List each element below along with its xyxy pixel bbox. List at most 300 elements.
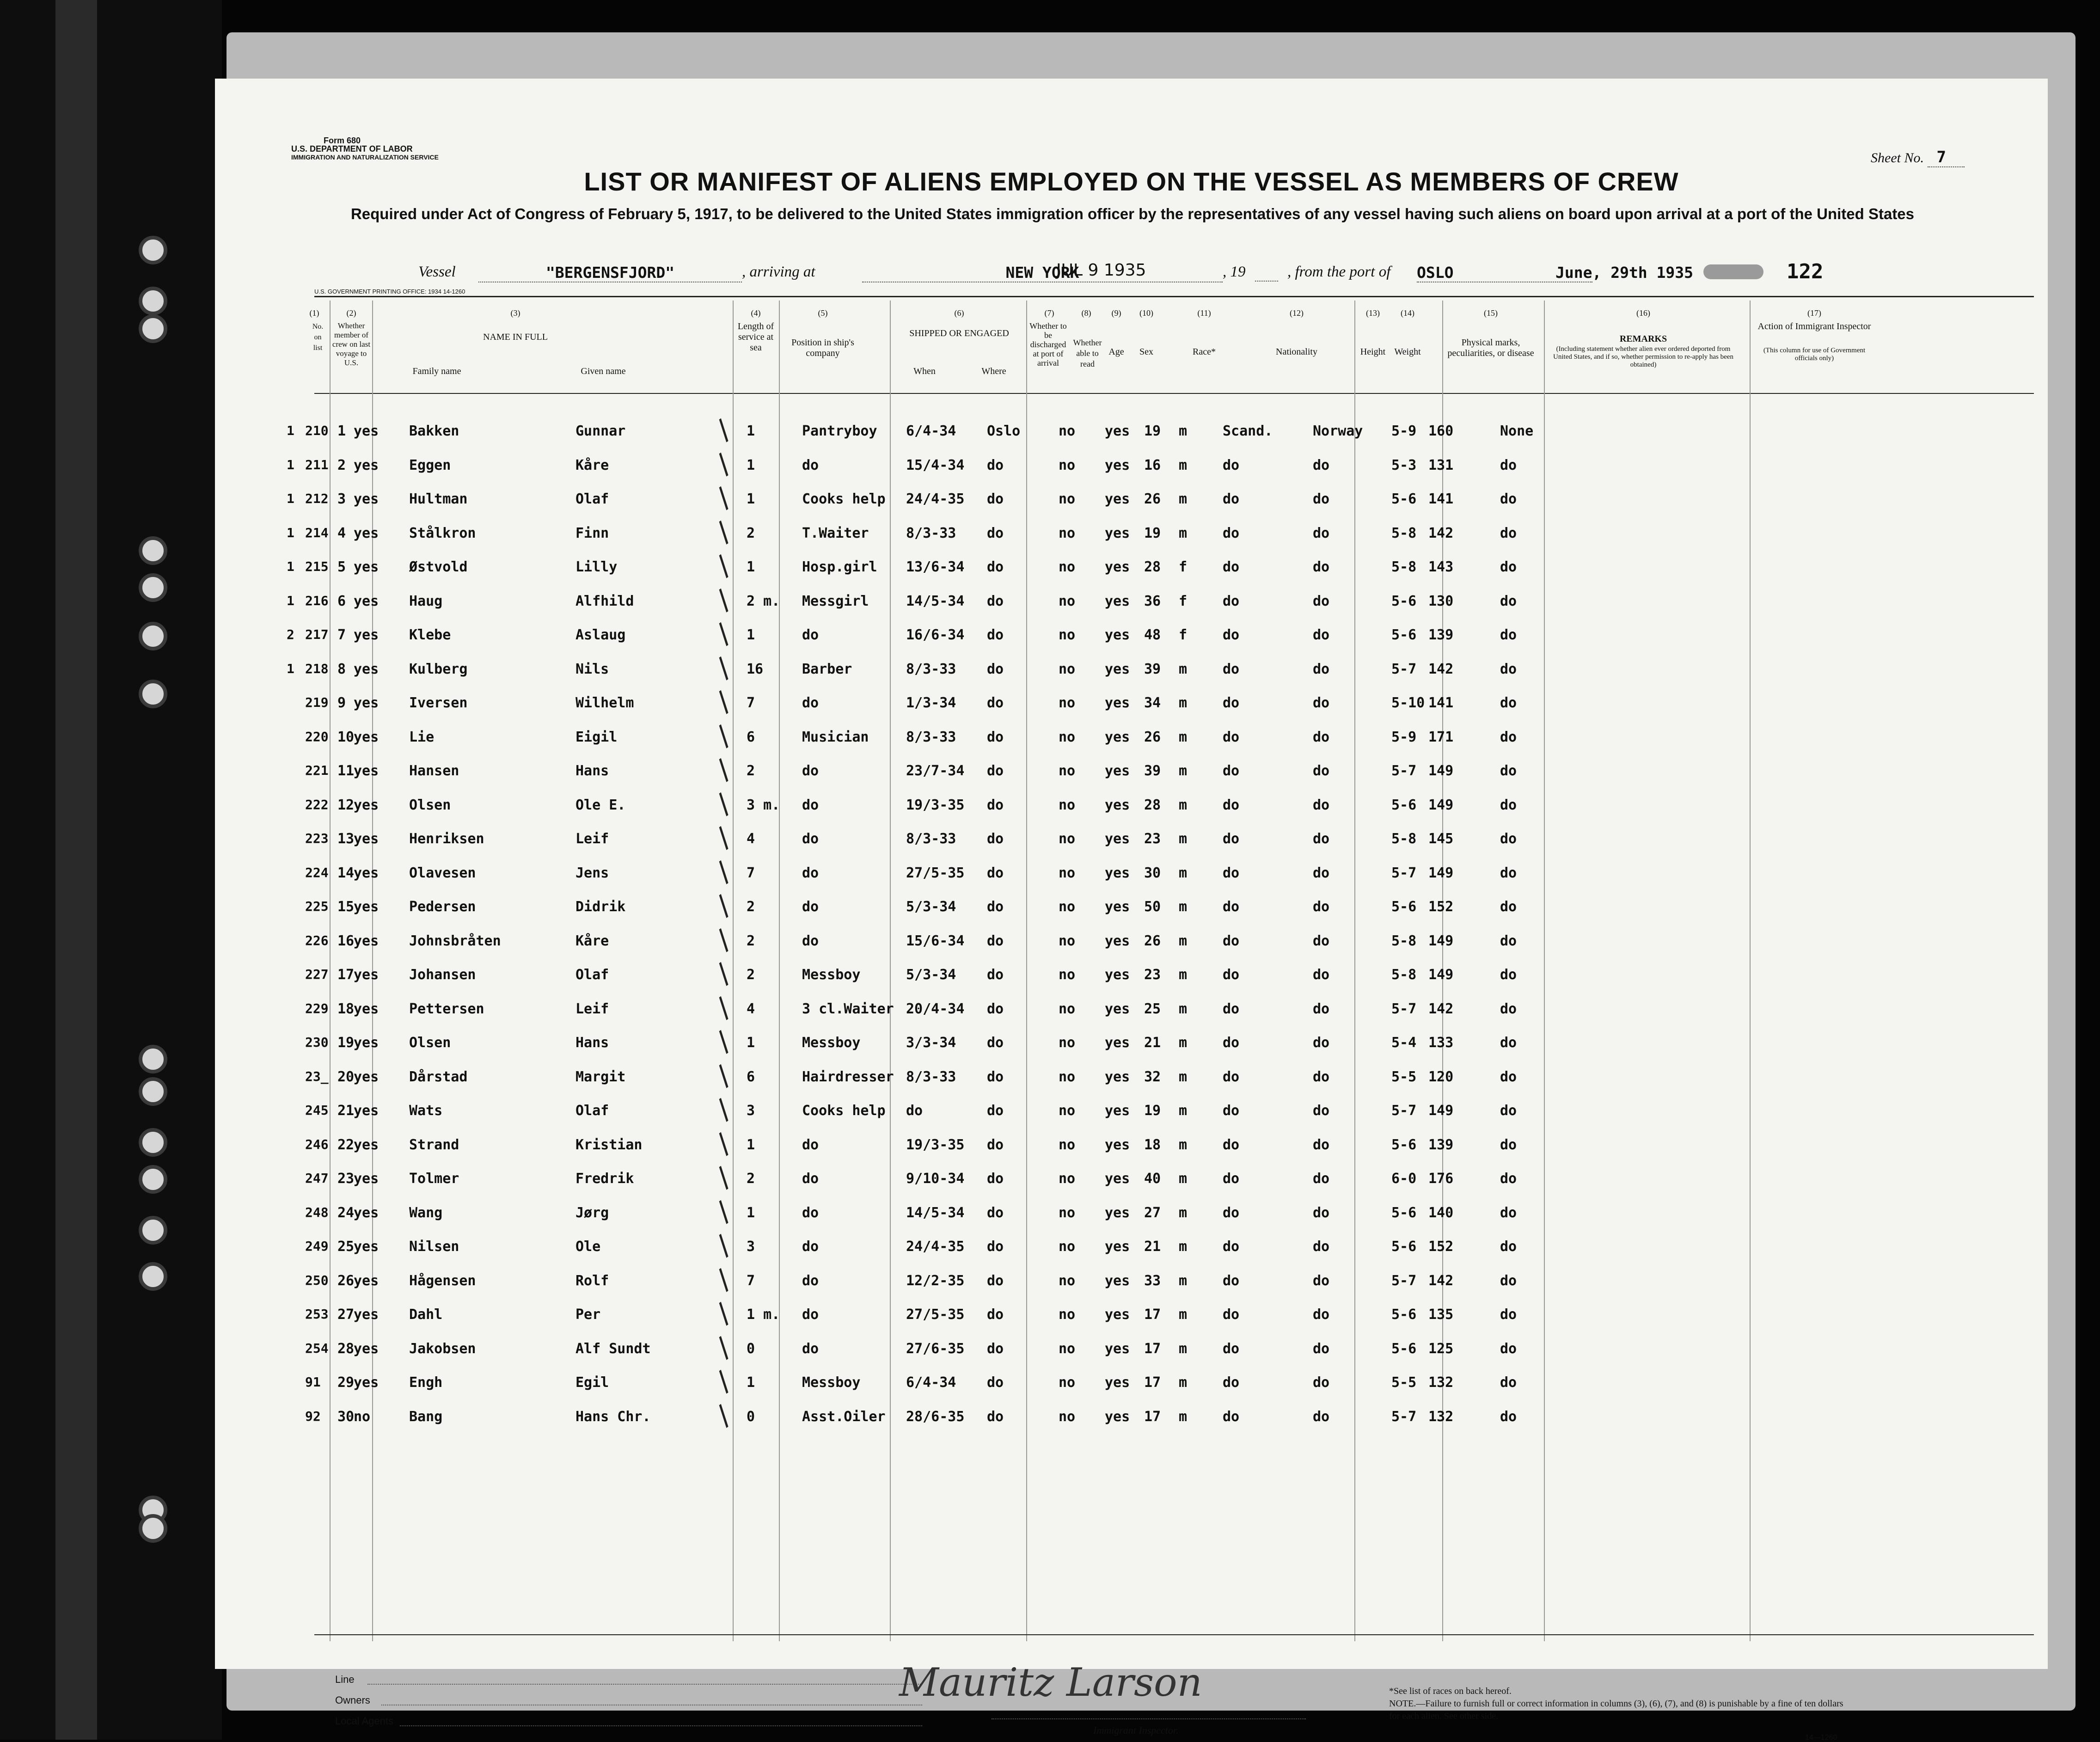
line-number: 17 <box>337 967 355 983</box>
sex-cell: f <box>1179 593 1188 609</box>
nationality-cell: do <box>1313 1171 1330 1187</box>
age-cell: 30 <box>1144 865 1161 881</box>
age-cell: 48 <box>1144 627 1161 643</box>
service-length-cell: 2 <box>747 763 755 779</box>
race-cell: do <box>1223 729 1240 745</box>
age-cell: 17 <box>1144 1340 1161 1357</box>
table-row <box>215 1297 2048 1330</box>
table-row <box>215 448 2048 480</box>
shipped-where-cell: Oslo <box>987 423 1021 439</box>
family-name-cell: Haug <box>409 593 443 609</box>
weight-cell: 142 <box>1428 1272 1454 1289</box>
checkmark-stroke: / <box>710 992 737 1024</box>
shipped-when-cell: 15/4-34 <box>906 457 965 473</box>
position-cell: do <box>802 831 819 847</box>
able-to-read-cell: yes <box>1105 1171 1130 1187</box>
nationality-cell: do <box>1313 1204 1330 1221</box>
age-cell: 26 <box>1144 729 1161 745</box>
shipped-when-cell: 8/3-33 <box>906 1068 956 1085</box>
weight-cell: 160 <box>1428 423 1454 439</box>
shipped-when-cell: 5/3-34 <box>906 967 956 983</box>
height-cell: 5-6 <box>1391 797 1417 813</box>
table-row <box>215 516 2048 548</box>
nationality-cell: do <box>1313 491 1330 507</box>
given-name-cell: Fredrik <box>576 1171 634 1187</box>
checkmark-stroke: / <box>710 1128 737 1159</box>
position-cell: do <box>802 1340 819 1357</box>
serial-number: 223 <box>305 831 329 846</box>
given-name-cell: Wilhelm <box>576 695 634 711</box>
checkmark-stroke: / <box>710 414 737 446</box>
col-header-1: No. on list <box>312 323 324 352</box>
given-name-cell: Ole <box>576 1239 601 1255</box>
weight-cell: 149 <box>1428 763 1454 779</box>
when-subheader: When <box>913 366 936 376</box>
physical-marks-cell: do <box>1500 1306 1517 1323</box>
line-number: 27 <box>337 1306 355 1323</box>
able-to-read-cell: yes <box>1105 525 1130 541</box>
able-to-read-cell: yes <box>1105 695 1130 711</box>
sex-cell: f <box>1179 559 1188 575</box>
checkmark-stroke: / <box>710 924 737 956</box>
shipped-when-cell: 27/5-35 <box>906 1306 965 1323</box>
line-number: 20 <box>337 1068 355 1085</box>
margin-mark: 1 <box>287 661 294 676</box>
age-cell: 28 <box>1144 797 1161 813</box>
sex-cell: m <box>1179 1239 1188 1255</box>
discharged-cell: no <box>1059 1136 1076 1153</box>
position-cell: do <box>802 1306 819 1323</box>
height-cell: 5-6 <box>1391 1340 1417 1357</box>
height-cell: 5-6 <box>1391 899 1417 915</box>
position-cell: Cooks help <box>802 491 886 507</box>
shipped-where-cell: do <box>987 1068 1004 1085</box>
sex-cell: m <box>1179 525 1188 541</box>
signature-line <box>992 1717 1306 1719</box>
table-row <box>215 1264 2048 1295</box>
weight-cell: 132 <box>1428 1408 1454 1425</box>
nationality-cell: do <box>1313 967 1330 983</box>
discharged-cell: no <box>1059 593 1076 609</box>
table-row <box>215 652 2048 684</box>
binder-ring-hole <box>139 680 167 708</box>
shipped-where-cell: do <box>987 627 1004 643</box>
col-header-15: Physical marks, peculiarities, or disease <box>1447 337 1534 358</box>
weight-cell: 132 <box>1428 1374 1454 1391</box>
age-cell: 18 <box>1144 1136 1161 1153</box>
margin-mark: 1 <box>287 559 294 574</box>
discharged-cell: no <box>1059 1239 1076 1255</box>
able-to-read-cell: yes <box>1105 1408 1130 1425</box>
shipped-when-cell: 19/3-35 <box>906 1136 965 1153</box>
weight-cell: 145 <box>1428 831 1454 847</box>
serial-number: 211 <box>305 457 329 472</box>
age-cell: 50 <box>1144 899 1161 915</box>
table-row <box>215 550 2048 582</box>
physical-marks-cell: do <box>1500 1068 1517 1085</box>
nationality-cell: do <box>1313 1306 1330 1323</box>
physical-marks-cell: do <box>1500 932 1517 949</box>
able-to-read-cell: yes <box>1105 1068 1130 1085</box>
physical-marks-cell: do <box>1500 695 1517 711</box>
position-cell: do <box>802 457 819 473</box>
line-number: 13 <box>337 831 355 847</box>
serial-number: 215 <box>305 559 329 574</box>
checkmark-stroke: / <box>710 584 737 616</box>
agents-blank <box>400 1724 922 1726</box>
nationality-cell: do <box>1313 1239 1330 1255</box>
last-voyage-cell: yes <box>354 1272 379 1289</box>
able-to-read-cell: yes <box>1105 932 1130 949</box>
penalty-note: NOTE.—Failure to furnish full or correct information in columns (3), (6), (7), and (8) is punishable by a fine of ten dollars for each alien. See other side. <box>1389 1699 1843 1721</box>
col-header-11: Race* <box>1193 347 1216 357</box>
weight-cell: 141 <box>1428 491 1454 507</box>
sex-cell: m <box>1179 1136 1188 1153</box>
weight-cell: 139 <box>1428 1136 1454 1153</box>
shipped-when-cell: 27/6-35 <box>906 1340 965 1357</box>
height-cell: 5-7 <box>1391 763 1417 779</box>
nationality-cell: do <box>1313 729 1330 745</box>
last-voyage-cell: yes <box>354 661 379 677</box>
sheet-number: 7 <box>1928 148 1965 167</box>
from-port: OSLO <box>1417 264 1592 282</box>
shipped-where-cell: do <box>987 525 1004 541</box>
family-name-cell: Hågensen <box>409 1272 476 1289</box>
height-cell: 5-8 <box>1391 932 1417 949</box>
line-number: 4 <box>337 525 346 541</box>
checkmark-stroke: / <box>710 1399 737 1431</box>
table-row <box>215 414 2048 446</box>
physical-marks-cell: do <box>1500 559 1517 575</box>
service-length-cell: 7 <box>747 865 755 881</box>
checkmark-stroke: / <box>710 1331 737 1363</box>
last-voyage-cell: yes <box>354 627 379 643</box>
family-name-cell: Jakobsen <box>409 1340 476 1357</box>
height-cell: 5-7 <box>1391 1408 1417 1425</box>
service-length-cell: 16 <box>747 661 764 677</box>
vessel-label: Vessel <box>418 264 456 280</box>
col-header-13: Height <box>1360 347 1386 357</box>
family-name-cell: Pettersen <box>409 1000 484 1017</box>
able-to-read-cell: yes <box>1105 627 1130 643</box>
line-number: 21 <box>337 1103 355 1119</box>
margin-mark: 1 <box>287 525 294 540</box>
arriving-port: NEW YORK <box>862 264 1223 282</box>
binder-ring-hole <box>139 622 167 650</box>
family-name-cell: Henriksen <box>409 831 484 847</box>
given-name-cell: Per <box>576 1306 601 1323</box>
nationality-cell: do <box>1313 661 1330 677</box>
last-voyage-cell: yes <box>354 932 379 949</box>
nationality-cell: do <box>1313 899 1330 915</box>
races-note: *See list of races on back hereof. <box>1389 1686 1512 1696</box>
checkmark-stroke: / <box>710 482 737 514</box>
remarks-subheader: (Including statement whether alien ever ordered deported from United States, and if so, whether permission to re-apply has been obtained) <box>1553 345 1733 368</box>
race-cell: do <box>1223 1340 1240 1357</box>
table-row <box>215 1128 2048 1159</box>
given-name-cell: Kristian <box>576 1136 643 1153</box>
line-number: 11 <box>337 763 355 779</box>
sheet-number-field <box>1871 148 1965 166</box>
last-voyage-cell: yes <box>354 1035 379 1051</box>
position-cell: do <box>802 932 819 949</box>
sex-cell: m <box>1179 1035 1188 1051</box>
age-cell: 17 <box>1144 1374 1161 1391</box>
age-cell: 36 <box>1144 593 1161 609</box>
checkmark-stroke: / <box>710 1196 737 1227</box>
last-voyage-cell: yes <box>354 491 379 507</box>
binder-ring-hole <box>139 1045 167 1073</box>
colnum-7: (7) <box>1044 308 1054 318</box>
family-name-cell: Hansen <box>409 763 459 779</box>
discharged-cell: no <box>1059 1103 1076 1119</box>
table-row <box>215 584 2048 616</box>
service-length-cell: 3 m. <box>747 797 780 813</box>
nationality-cell: do <box>1313 1103 1330 1119</box>
discharged-cell: no <box>1059 1000 1076 1017</box>
sex-cell: m <box>1179 831 1188 847</box>
able-to-read-cell: yes <box>1105 1374 1130 1391</box>
family-name-cell: Østvold <box>409 559 468 575</box>
shipped-when-cell: 6/4-34 <box>906 1374 956 1391</box>
family-name-cell: Pedersen <box>409 899 476 915</box>
able-to-read-cell: yes <box>1105 559 1130 575</box>
col-header-4: Length of service at sea <box>737 321 774 353</box>
table-row <box>215 720 2048 752</box>
nationality-cell: do <box>1313 695 1330 711</box>
line-number: 19 <box>337 1035 355 1051</box>
manifest-subtitle: Required under Act of Congress of February 5, 1917, to be delivered to the United States immigration officer by the representatives of any vessel having such aliens on board upon arrival at a port of the United States <box>350 205 1915 222</box>
shipped-when-cell: 14/5-34 <box>906 1204 965 1221</box>
weight-cell: 130 <box>1428 593 1454 609</box>
last-voyage-cell: yes <box>354 967 379 983</box>
age-cell: 28 <box>1144 559 1161 575</box>
weight-cell: 142 <box>1428 1000 1454 1017</box>
race-cell: do <box>1223 1306 1240 1323</box>
height-cell: 5-7 <box>1391 1272 1417 1289</box>
colnum-15: (15) <box>1484 308 1498 318</box>
table-row <box>215 924 2048 956</box>
age-cell: 23 <box>1144 967 1161 983</box>
given-name-cell: Eigil <box>576 729 618 745</box>
col-header-14: Weight <box>1394 347 1421 357</box>
checkmark-stroke: / <box>710 652 737 684</box>
shipped-where-cell: do <box>987 1103 1004 1119</box>
physical-marks-cell: do <box>1500 1103 1517 1119</box>
able-to-read-cell: yes <box>1105 423 1130 439</box>
height-cell: 5-5 <box>1391 1374 1417 1391</box>
discharged-cell: no <box>1059 1374 1076 1391</box>
last-voyage-cell: yes <box>354 1239 379 1255</box>
serial-number: 212 <box>305 491 329 506</box>
ink-blot <box>1703 264 1763 279</box>
table-row <box>215 1196 2048 1227</box>
given-name-cell: Margit <box>576 1068 626 1085</box>
physical-marks-cell: do <box>1500 593 1517 609</box>
height-cell: 5-8 <box>1391 559 1417 575</box>
nationality-cell: do <box>1313 1374 1330 1391</box>
physical-marks-cell: do <box>1500 797 1517 813</box>
sex-cell: m <box>1179 1068 1188 1085</box>
serial-number: 230 <box>305 1035 329 1050</box>
shipped-where-cell: do <box>987 865 1004 881</box>
able-to-read-cell: yes <box>1105 1000 1130 1017</box>
race-cell: do <box>1223 1136 1240 1153</box>
serial-number: 253 <box>305 1306 329 1322</box>
age-cell: 17 <box>1144 1408 1161 1425</box>
binder-background <box>0 0 222 1740</box>
service-length-cell: 1 m. <box>747 1306 780 1323</box>
last-voyage-cell: yes <box>354 525 379 541</box>
weight-cell: 149 <box>1428 932 1454 949</box>
shipped-where-cell: do <box>987 491 1004 507</box>
service-length-cell: 2 m. <box>747 593 780 609</box>
discharged-cell: no <box>1059 695 1076 711</box>
able-to-read-cell: yes <box>1105 457 1130 473</box>
age-cell: 39 <box>1144 661 1161 677</box>
physical-marks-cell: do <box>1500 1340 1517 1357</box>
line-number: 28 <box>337 1340 355 1357</box>
shipped-where-cell: do <box>987 695 1004 711</box>
serial-number: 227 <box>305 967 329 982</box>
given-name-cell: Kåre <box>576 932 609 949</box>
last-voyage-cell: yes <box>354 1136 379 1153</box>
family-name-cell: Strand <box>409 1136 459 1153</box>
shipped-where-cell: do <box>987 1204 1004 1221</box>
discharged-cell: no <box>1059 457 1076 473</box>
race-cell: do <box>1223 1272 1240 1289</box>
height-cell: 5-8 <box>1391 525 1417 541</box>
given-name-cell: Hans Chr. <box>576 1408 651 1425</box>
given-name-cell: Egil <box>576 1374 609 1391</box>
owners-blank <box>381 1704 922 1705</box>
shipped-when-cell: 8/3-33 <box>906 729 956 745</box>
height-cell: 5-7 <box>1391 1000 1417 1017</box>
manifest-title: LIST OR MANIFEST OF ALIENS EMPLOYED ON THE VESSEL AS MEMBERS OF CREW <box>584 167 1679 196</box>
line-number: 22 <box>337 1136 355 1153</box>
race-cell: do <box>1223 1408 1240 1425</box>
line-number: 30 <box>337 1408 355 1425</box>
nationality-cell: do <box>1313 1272 1330 1289</box>
weight-cell: 135 <box>1428 1306 1454 1323</box>
checkmark-stroke: / <box>710 550 737 582</box>
service-length-cell: 1 <box>747 491 755 507</box>
family-name-cell: Hultman <box>409 491 468 507</box>
age-cell: 33 <box>1144 1272 1161 1289</box>
position-cell: Hosp.girl <box>802 559 877 575</box>
colnum-14: (14) <box>1401 308 1414 318</box>
inspector-subheader: (This column for use of Government officials only) <box>1763 347 1866 362</box>
sex-cell: m <box>1179 1171 1188 1187</box>
col-header-16: REMARKS <box>1619 334 1667 344</box>
line-number: 10 <box>337 729 355 745</box>
service-length-cell: 1 <box>747 1136 755 1153</box>
shipped-when-cell: 5/3-34 <box>906 899 956 915</box>
table-row <box>215 992 2048 1024</box>
colnum-8: (8) <box>1081 308 1091 318</box>
serial-number: 216 <box>305 593 329 608</box>
last-voyage-cell: yes <box>354 763 379 779</box>
serial-number: 23_ <box>305 1068 329 1084</box>
age-cell: 39 <box>1144 763 1161 779</box>
given-name-cell: Aslaug <box>576 627 626 643</box>
discharged-cell: no <box>1059 491 1076 507</box>
colnum-4: (4) <box>751 308 761 318</box>
height-cell: 5-7 <box>1391 1103 1417 1119</box>
serial-number: 225 <box>305 899 329 914</box>
serial-number: 217 <box>305 627 329 642</box>
service-length-cell: 3 <box>747 1239 755 1255</box>
form-number: Form 680 <box>324 136 361 145</box>
shipped-when-cell: 19/3-35 <box>906 797 965 813</box>
table-row <box>215 1025 2048 1058</box>
race-cell: do <box>1223 899 1240 915</box>
local-agents-label: Local Agents <box>335 1715 393 1727</box>
table-row <box>215 1399 2048 1431</box>
age-cell: 26 <box>1144 491 1161 507</box>
given-name-cell: Alf Sundt <box>576 1340 651 1357</box>
position-cell: Asst.Oiler <box>802 1408 886 1425</box>
height-cell: 6-0 <box>1391 1171 1417 1187</box>
serial-number: 224 <box>305 865 329 880</box>
manifest-page <box>215 79 2048 1742</box>
race-cell: do <box>1223 932 1240 949</box>
family-name-subheader: Family name <box>412 366 461 376</box>
serial-number: 221 <box>305 763 329 778</box>
race-cell: do <box>1223 525 1240 541</box>
able-to-read-cell: yes <box>1105 797 1130 813</box>
checkmark-stroke: / <box>710 1264 737 1295</box>
last-voyage-cell: yes <box>354 1204 379 1221</box>
shipped-when-cell: 24/4-35 <box>906 491 965 507</box>
line-number: 6 <box>337 593 346 609</box>
serial-number: 214 <box>305 525 329 540</box>
height-cell: 5-10 <box>1391 695 1425 711</box>
last-voyage-cell: no <box>354 1408 371 1425</box>
serial-number: 222 <box>305 797 329 812</box>
weight-cell: 149 <box>1428 797 1454 813</box>
race-cell: Scand. <box>1223 423 1273 439</box>
binder-ring-hole <box>139 573 167 602</box>
checkmark-stroke: / <box>710 1365 737 1398</box>
discharged-cell: no <box>1059 899 1076 915</box>
discharged-cell: no <box>1059 932 1076 949</box>
shipped-where-cell: do <box>987 593 1004 609</box>
checkmark-stroke: / <box>710 1025 737 1058</box>
checkmark-stroke: / <box>710 788 737 820</box>
sex-cell: m <box>1179 729 1188 745</box>
shipped-where-cell: do <box>987 1035 1004 1051</box>
age-cell: 17 <box>1144 1306 1161 1323</box>
race-cell: do <box>1223 1171 1240 1187</box>
weight-cell: 176 <box>1428 1171 1454 1187</box>
header-bottom-rule <box>314 393 2034 394</box>
position-cell: do <box>802 695 819 711</box>
checkmark-stroke: / <box>710 754 737 786</box>
shipped-where-cell: do <box>987 1272 1004 1289</box>
family-name-cell: Bakken <box>409 423 459 439</box>
discharged-cell: no <box>1059 1204 1076 1221</box>
col-header-6: SHIPPED OR ENGAGED <box>909 328 1009 338</box>
race-cell: do <box>1223 1035 1240 1051</box>
given-name-cell: Hans <box>576 763 609 779</box>
weight-cell: 139 <box>1428 627 1454 643</box>
height-cell: 5-9 <box>1391 729 1417 745</box>
service-length-cell: 4 <box>747 831 755 847</box>
nationality-cell: do <box>1313 1035 1330 1051</box>
table-row <box>215 1229 2048 1262</box>
line-number: 7 <box>337 627 346 643</box>
